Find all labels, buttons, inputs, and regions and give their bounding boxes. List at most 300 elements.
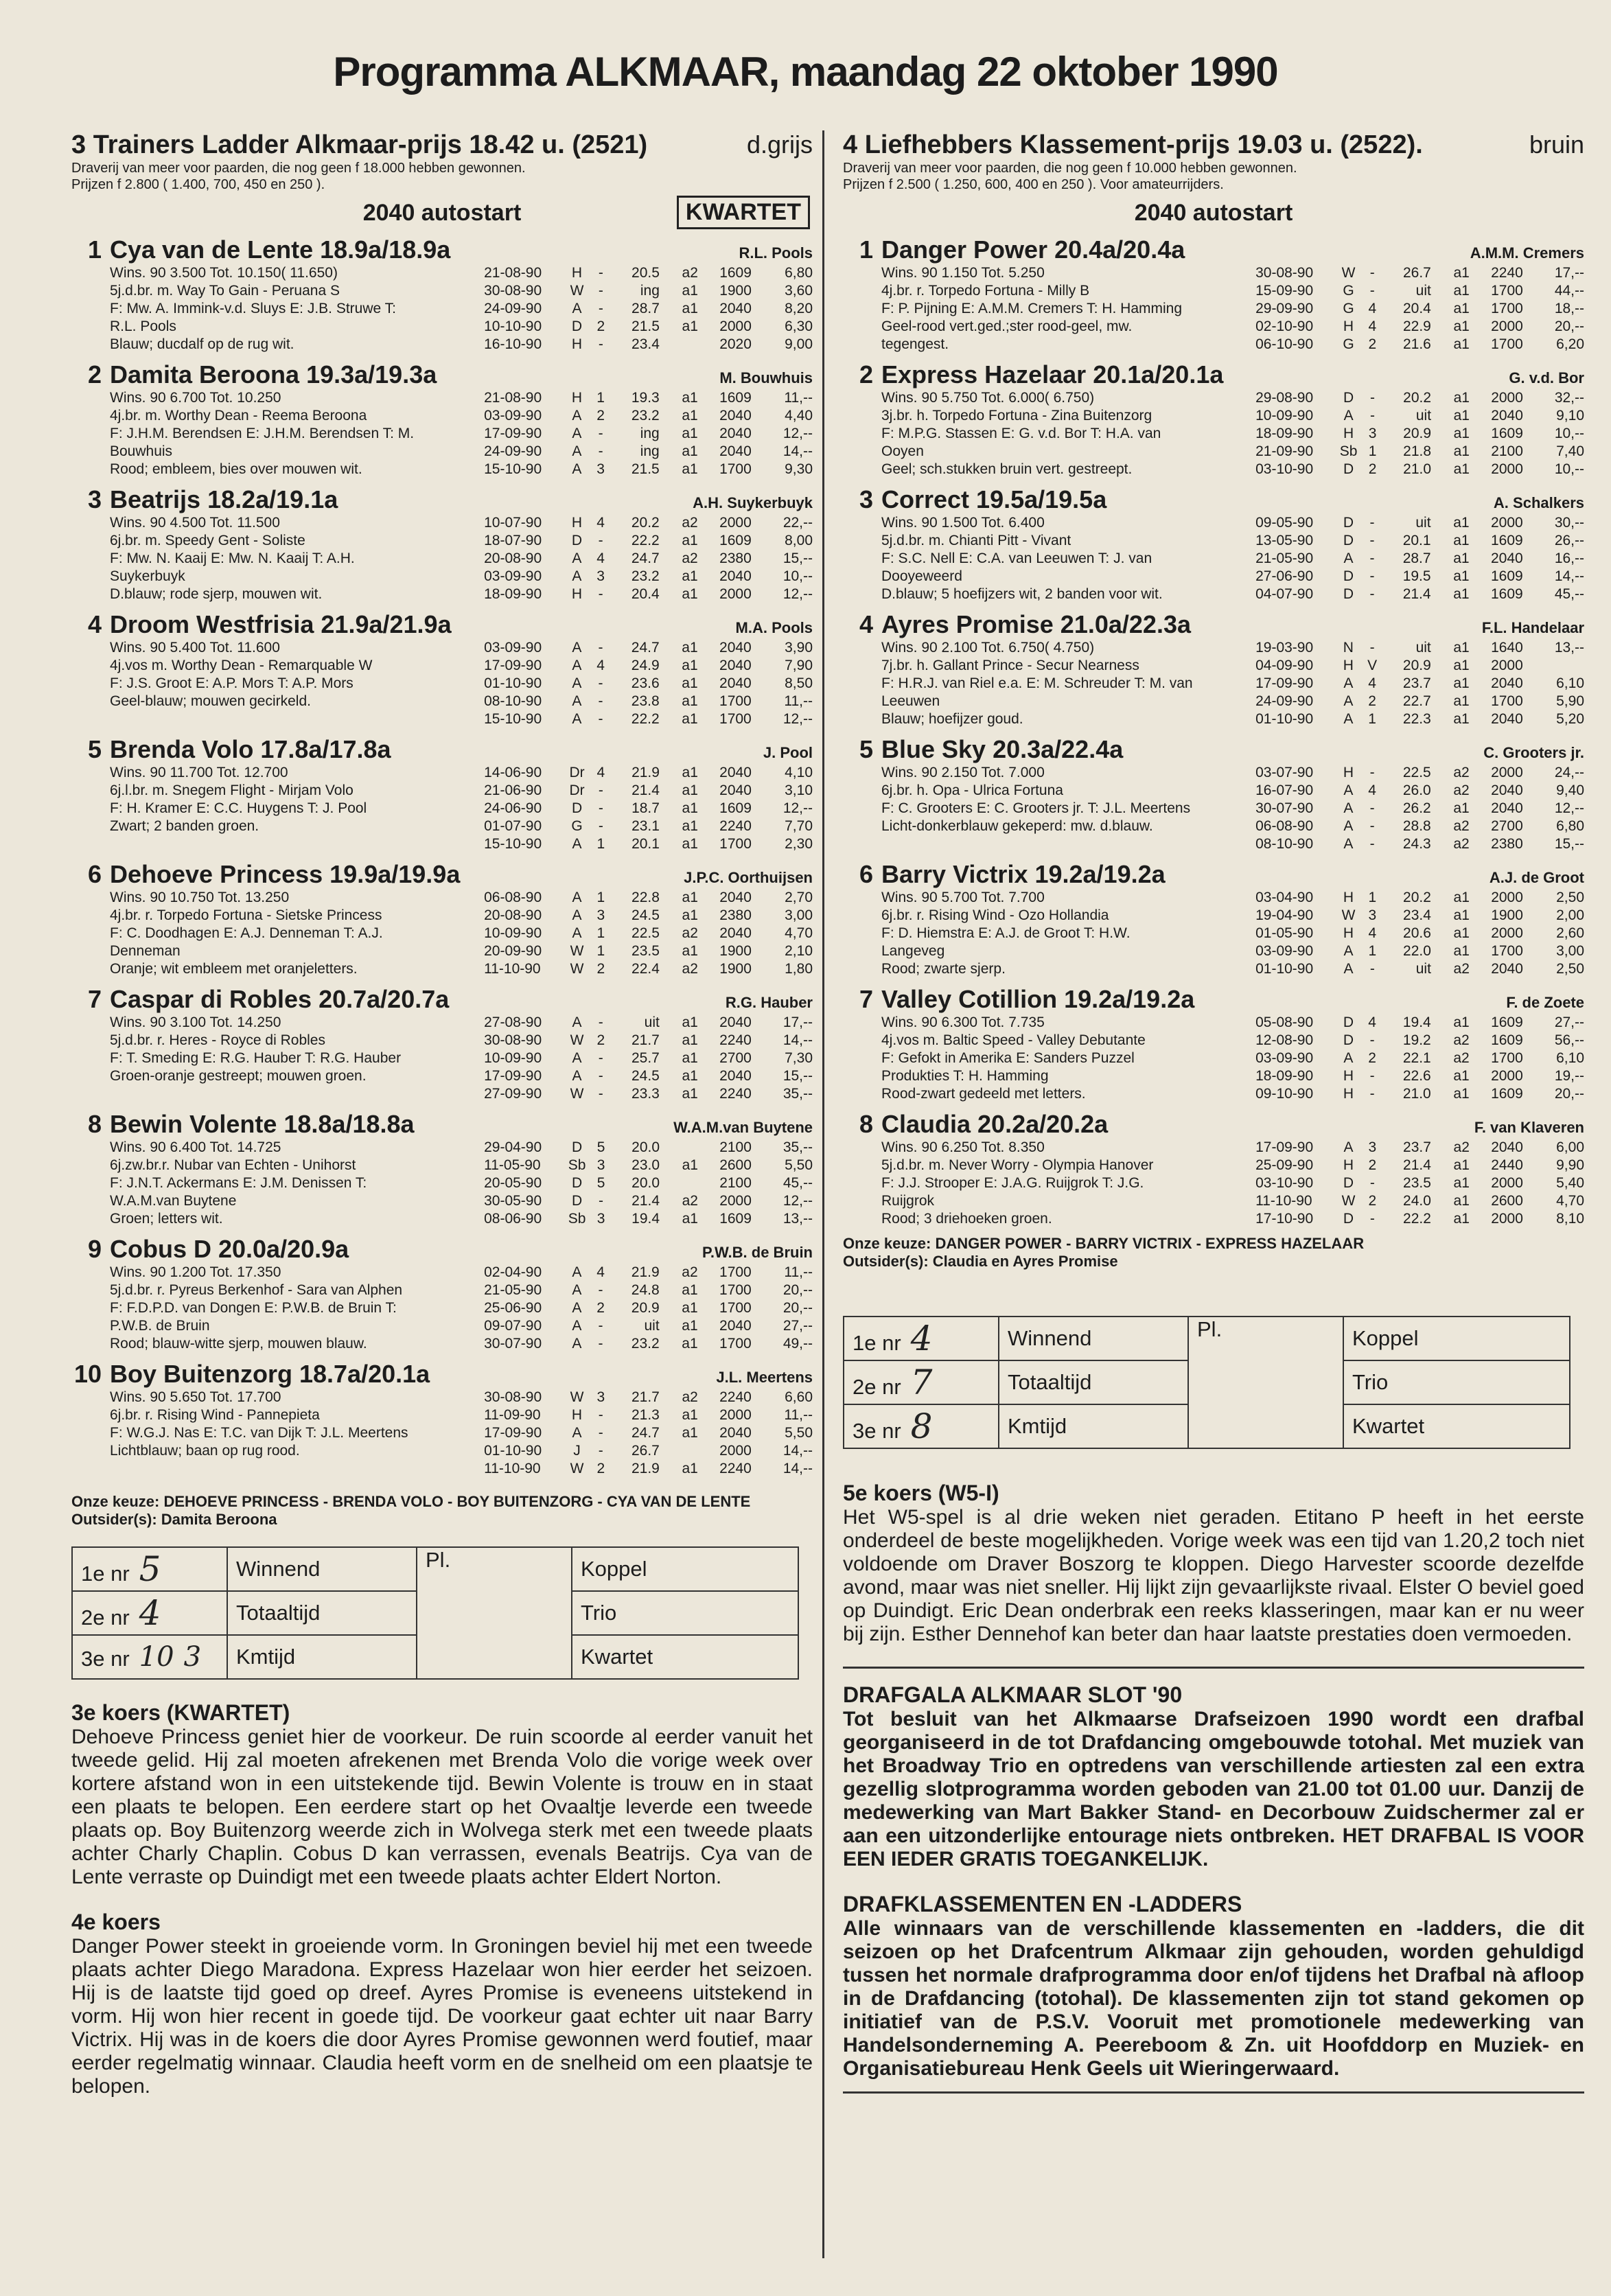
performance-cell: 09-07-90 bbox=[484, 1318, 542, 1334]
performance-cell: 21-05-90 bbox=[484, 1282, 542, 1298]
horse-info-line: F: T. Smeding E: R.G. Hauber T: R.G. Hauber bbox=[110, 1050, 402, 1066]
horse-info-line: Rood; embleem, bies over mouwen wit. bbox=[110, 461, 362, 477]
horse-info-line: 5j.d.br. m. Chianti Pitt - Vivant bbox=[881, 533, 1071, 548]
performance-cell: 2 bbox=[1368, 461, 1377, 477]
performance-cell: - bbox=[1369, 1211, 1375, 1227]
performance-cell: Dr bbox=[569, 782, 585, 798]
performance-cell: 20.6 bbox=[1403, 925, 1431, 941]
performance-cell: - bbox=[1369, 515, 1375, 531]
horse-header bbox=[843, 485, 1584, 514]
performance-cell: 24.5 bbox=[631, 907, 660, 923]
performance-cell: 26,-- bbox=[1554, 533, 1584, 548]
performance-cell: 27-09-90 bbox=[484, 1086, 542, 1102]
performance-cell: 11,-- bbox=[784, 1407, 813, 1423]
performance-row bbox=[484, 1050, 813, 1067]
performance-table bbox=[1255, 1014, 1584, 1103]
performance-cell: - bbox=[598, 1318, 603, 1334]
race-3-conditions bbox=[71, 160, 813, 193]
horse-info-line: F: Mw. N. Kaaij E: Mw. N. Kaaij T: A.H. bbox=[110, 550, 355, 566]
performance-cell: 2100 bbox=[1491, 443, 1523, 459]
horse-entry bbox=[843, 1110, 1584, 1228]
performance-cell: - bbox=[598, 1068, 603, 1084]
horse-info-line: D.blauw; rode sjerp, mouwen wit. bbox=[110, 586, 323, 602]
performance-cell: 2000 bbox=[1491, 1068, 1523, 1084]
performance-cell: 6,10 bbox=[1556, 1050, 1584, 1066]
result-2-label: 2e nr bbox=[853, 1375, 901, 1399]
horse-name-text: Claudia 20.2a/20.2a bbox=[881, 1110, 1109, 1138]
performance-cell: 2000 bbox=[719, 586, 752, 602]
performance-row bbox=[1255, 407, 1584, 425]
performance-cell: 29-04-90 bbox=[484, 1139, 542, 1155]
performance-row bbox=[1255, 585, 1584, 603]
performance-cell: 30-08-90 bbox=[1255, 265, 1314, 281]
performance-cell: 24.7 bbox=[631, 1425, 660, 1441]
horse-body bbox=[843, 514, 1584, 603]
horse-body bbox=[843, 764, 1584, 853]
performance-cell: A bbox=[1343, 943, 1354, 959]
horse-number: 7 bbox=[859, 985, 873, 1013]
horse-body bbox=[71, 1264, 813, 1353]
performance-cell: - bbox=[1369, 265, 1375, 281]
performance-cell: a1 bbox=[1453, 1211, 1470, 1227]
performance-cell: 6,60 bbox=[785, 1389, 813, 1405]
performance-cell: 2240 bbox=[719, 1389, 752, 1405]
trainer-name: W.A.M.van Buytene bbox=[673, 1119, 813, 1136]
performance-cell: 19.3 bbox=[631, 390, 660, 406]
trio-label: Trio bbox=[1343, 1360, 1570, 1404]
performance-cell: a1 bbox=[1453, 390, 1470, 406]
performance-cell: 6,30 bbox=[785, 318, 813, 334]
performance-cell: 1609 bbox=[1490, 533, 1523, 548]
performance-cell: - bbox=[1369, 800, 1375, 816]
performance-cell: D bbox=[572, 1175, 583, 1191]
trainer-name: C. Grooters jr. bbox=[1483, 744, 1584, 761]
performance-cell: 1 bbox=[596, 836, 605, 852]
performance-cell: 5,20 bbox=[1556, 711, 1584, 727]
horse-entry bbox=[71, 1235, 813, 1353]
performance-cell: 20.2 bbox=[1403, 390, 1432, 406]
performance-cell: a2 bbox=[682, 1389, 698, 1405]
horse-info bbox=[71, 389, 484, 478]
performance-row bbox=[1255, 1174, 1584, 1192]
performance-cell: 2000 bbox=[719, 1407, 752, 1423]
performance-cell: A bbox=[1343, 550, 1354, 566]
performance-cell: 25-06-90 bbox=[484, 1300, 542, 1316]
performance-cell: 8,50 bbox=[785, 675, 813, 691]
performance-row bbox=[484, 800, 813, 817]
performance-cell: D bbox=[571, 800, 583, 816]
performance-cell: 1700 bbox=[719, 1336, 752, 1352]
horse-name bbox=[843, 235, 1185, 264]
horse-info bbox=[843, 764, 1255, 853]
performance-row bbox=[484, 585, 813, 603]
performance-cell: A bbox=[572, 836, 582, 852]
performance-row bbox=[484, 300, 813, 318]
performance-row bbox=[1255, 532, 1584, 550]
performance-row bbox=[1255, 1032, 1584, 1050]
performance-cell: - bbox=[598, 782, 603, 798]
performance-cell: - bbox=[1369, 640, 1375, 656]
performance-cell: a1 bbox=[1453, 461, 1470, 477]
horse-info-line: 6j.l.br. m. Snegem Flight - Mirjam Volo bbox=[110, 782, 354, 798]
performance-cell: 01-10-90 bbox=[484, 675, 542, 691]
handwritten-2: 7 bbox=[910, 1362, 933, 1402]
horse-info-line: 7j.br. h. Gallant Prince - Secur Nearness bbox=[881, 658, 1139, 673]
performance-cell: W bbox=[1341, 907, 1356, 923]
performance-row bbox=[484, 639, 813, 657]
performance-cell: 01-07-90 bbox=[484, 818, 542, 834]
performance-cell: 15-09-90 bbox=[1255, 283, 1314, 299]
horse-body bbox=[71, 389, 813, 478]
performance-cell: 1700 bbox=[719, 1300, 752, 1316]
performance-cell: 21.3 bbox=[631, 1407, 660, 1423]
performance-cell: a1 bbox=[682, 586, 698, 602]
performance-cell: 03-09-90 bbox=[484, 568, 542, 584]
performance-cell: 23.2 bbox=[631, 1336, 660, 1352]
performance-cell: A bbox=[572, 925, 582, 941]
performance-cell: 6,80 bbox=[785, 265, 813, 281]
performance-cell: 2000 bbox=[1491, 658, 1523, 673]
performance-cell: - bbox=[598, 640, 603, 656]
performance-cell: 20-09-90 bbox=[484, 943, 542, 959]
performance-cell: 2000 bbox=[1491, 1175, 1523, 1191]
horse-info bbox=[843, 639, 1255, 728]
performance-cell: 1 bbox=[1368, 443, 1377, 459]
performance-cell: 2040 bbox=[719, 1318, 752, 1334]
performance-cell: a1 bbox=[682, 568, 698, 584]
horse-number: 5 bbox=[87, 735, 102, 763]
performance-cell: 3 bbox=[1368, 426, 1377, 441]
trainer-name: G. v.d. Bor bbox=[1509, 369, 1584, 386]
performance-cell: 20-08-90 bbox=[484, 550, 542, 566]
horse-name bbox=[71, 1360, 430, 1389]
performance-row bbox=[484, 907, 813, 925]
horse-info bbox=[71, 1014, 484, 1103]
performance-cell: 2040 bbox=[719, 408, 752, 424]
performance-cell: 1900 bbox=[719, 943, 752, 959]
performance-cell: a2 bbox=[682, 550, 698, 566]
performance-cell: 23.8 bbox=[631, 693, 660, 709]
performance-cell: a1 bbox=[1453, 907, 1470, 923]
horse-entry bbox=[71, 235, 813, 353]
performance-cell: a1 bbox=[1453, 568, 1470, 584]
horse-name-text: Correct 19.5a/19.5a bbox=[881, 485, 1107, 513]
performance-cell: 04-09-90 bbox=[1255, 658, 1314, 673]
performance-cell: 2000 bbox=[1491, 461, 1523, 477]
performance-cell: 24.3 bbox=[1402, 836, 1431, 852]
performance-cell: a1 bbox=[682, 1425, 698, 1441]
race-3-title: 3 Trainers Ladder Alkmaar-prijs 18.42 u. (2521) bbox=[71, 130, 648, 159]
performance-cell: a1 bbox=[1453, 1175, 1470, 1191]
performance-table bbox=[484, 764, 813, 853]
performance-cell: H bbox=[1343, 890, 1354, 905]
performance-cell: a1 bbox=[682, 318, 698, 334]
performance-cell: 22.2 bbox=[631, 711, 660, 727]
performance-cell: a1 bbox=[1453, 800, 1470, 816]
performance-cell: - bbox=[598, 1443, 603, 1459]
performance-cell: 17-09-90 bbox=[484, 426, 542, 441]
performance-cell: 15-10-90 bbox=[484, 836, 542, 852]
performance-cell: H bbox=[571, 336, 583, 352]
performance-cell: 1700 bbox=[719, 1282, 752, 1298]
performance-cell: 30-08-90 bbox=[484, 1389, 542, 1405]
performance-row bbox=[484, 1335, 813, 1353]
horse-info-line: F: J.J. Strooper E: J.A.G. Ruijgrok T: J.G. bbox=[881, 1175, 1144, 1191]
performance-row bbox=[1255, 425, 1584, 443]
performance-table bbox=[484, 264, 813, 353]
horse-info-line: Suykerbuyk bbox=[110, 568, 185, 584]
performance-cell: 17-09-90 bbox=[484, 1068, 542, 1084]
horse-info-line: 4j.vos m. Worthy Dean - Remarquable W bbox=[110, 658, 373, 673]
performance-cell: 13-05-90 bbox=[1255, 533, 1314, 548]
performance-cell: 2380 bbox=[719, 550, 752, 566]
performance-cell: 5,40 bbox=[1556, 1175, 1584, 1191]
performance-cell: 03-10-90 bbox=[1255, 461, 1314, 477]
performance-cell: 27-06-90 bbox=[1255, 568, 1314, 584]
performance-cell: 4 bbox=[596, 550, 605, 566]
performance-cell: A bbox=[572, 1336, 582, 1352]
horse-name bbox=[71, 735, 391, 764]
horse-info-line: tegengest. bbox=[881, 336, 949, 352]
horse-name-text: Ayres Promise 21.0a/22.3a bbox=[881, 610, 1191, 638]
performance-row bbox=[1255, 461, 1584, 478]
horse-entry bbox=[843, 610, 1584, 728]
performance-cell: 08-10-90 bbox=[484, 693, 542, 709]
performance-cell: 21.0 bbox=[1402, 1086, 1431, 1102]
performance-cell: D bbox=[1343, 1175, 1354, 1191]
horse-entry bbox=[843, 485, 1584, 603]
horse-name bbox=[843, 735, 1123, 764]
performance-cell: - bbox=[1369, 836, 1375, 852]
performance-cell: G bbox=[571, 818, 583, 834]
horse-info-line: Geel; sch.stukken bruin vert. gestreept. bbox=[881, 461, 1133, 477]
performance-cell: a1 bbox=[682, 1282, 698, 1298]
horse-info-line: F: D. Hiemstra E: A.J. de Groot T: H.W. bbox=[881, 925, 1131, 941]
performance-cell: 2 bbox=[596, 318, 605, 334]
horse-info-line: Geel-blauw; mouwen gecirkeld. bbox=[110, 693, 311, 709]
performance-cell: 2040 bbox=[719, 1425, 752, 1441]
performance-cell: 13,-- bbox=[783, 1211, 813, 1227]
horse-info-line: 4j.br. r. Torpedo Fortuna - Milly B bbox=[881, 283, 1090, 299]
performance-row bbox=[1255, 639, 1584, 657]
horse-info bbox=[843, 889, 1255, 978]
performance-row bbox=[484, 336, 813, 353]
trainer-name: A.M.M. Cremers bbox=[1470, 244, 1584, 262]
performance-cell: 2,50 bbox=[1556, 890, 1584, 905]
performance-cell: 1609 bbox=[719, 1211, 752, 1227]
performance-cell: a1 bbox=[1453, 1157, 1470, 1173]
performance-cell: 11-05-90 bbox=[484, 1157, 541, 1173]
performance-cell: 10,-- bbox=[1554, 426, 1584, 441]
performance-cell: - bbox=[598, 818, 603, 834]
performance-cell: 03-09-90 bbox=[1255, 1050, 1314, 1066]
performance-cell: - bbox=[1369, 533, 1375, 548]
race-4-color: bruin bbox=[1529, 130, 1584, 159]
performance-cell: 03-07-90 bbox=[1255, 765, 1314, 780]
performance-row bbox=[484, 675, 813, 693]
kmtijd-label: Kmtijd bbox=[999, 1404, 1188, 1448]
performance-cell: 2040 bbox=[719, 443, 752, 459]
horse-info bbox=[843, 514, 1255, 603]
performance-cell: 3,90 bbox=[785, 640, 813, 656]
performance-cell: 20,-- bbox=[1554, 318, 1584, 334]
performance-cell: a2 bbox=[1453, 1050, 1470, 1066]
performance-cell: 11-10-90 bbox=[484, 961, 541, 977]
performance-cell: 12,-- bbox=[783, 711, 813, 727]
performance-cell: 20,-- bbox=[1554, 1086, 1584, 1102]
performance-table bbox=[484, 1264, 813, 1353]
horse-name-text: Damita Beroona 19.3a/19.3a bbox=[110, 360, 437, 389]
horse-info-line: Wins. 90 1.200 Tot. 17.350 bbox=[110, 1264, 281, 1280]
totaaltijd-label: Totaaltijd bbox=[999, 1360, 1188, 1404]
performance-row bbox=[1255, 389, 1584, 407]
performance-cell: 2240 bbox=[719, 1032, 752, 1048]
performance-cell: W bbox=[570, 283, 584, 299]
performance-cell: 11-10-90 bbox=[1255, 1193, 1312, 1209]
performance-row bbox=[1255, 889, 1584, 907]
performance-cell: 11-10-90 bbox=[484, 1461, 541, 1476]
performance-row bbox=[484, 568, 813, 585]
performance-cell: a2 bbox=[682, 515, 698, 531]
results-cell bbox=[844, 1317, 999, 1360]
performance-cell: G bbox=[1343, 336, 1354, 352]
performance-cell: 4 bbox=[1368, 1014, 1376, 1030]
performance-cell: 03-10-90 bbox=[1255, 1175, 1314, 1191]
performance-cell: a1 bbox=[1453, 693, 1470, 709]
performance-cell bbox=[1523, 657, 1584, 675]
performance-cell: 15,-- bbox=[783, 1068, 813, 1084]
horse-entry bbox=[843, 235, 1584, 353]
performance-row bbox=[484, 1299, 813, 1317]
horse-info-line: Blauw; hoefijzer goud. bbox=[881, 711, 1023, 727]
horse-entry bbox=[843, 860, 1584, 978]
performance-cell: 5,50 bbox=[785, 1425, 813, 1441]
horse-info bbox=[843, 389, 1255, 478]
performance-cell: 21.9 bbox=[631, 1264, 660, 1280]
performance-cell: 23.7 bbox=[1402, 675, 1431, 691]
performance-cell: - bbox=[598, 1407, 603, 1423]
performance-cell: 2000 bbox=[1491, 390, 1523, 406]
results-cell bbox=[72, 1547, 227, 1591]
performance-cell: 11,-- bbox=[784, 1264, 813, 1280]
performance-cell: a1 bbox=[1453, 1193, 1470, 1209]
performance-cell: 7,40 bbox=[1556, 443, 1584, 459]
horse-name-text: Beatrijs 18.2a/19.1a bbox=[110, 485, 338, 513]
performance-cell: 27-08-90 bbox=[484, 1014, 542, 1030]
horse-body bbox=[71, 264, 813, 353]
performance-cell: 2,10 bbox=[785, 943, 813, 959]
horse-info-line: Produkties T: H. Hamming bbox=[881, 1068, 1049, 1084]
pl-label: Pl. bbox=[417, 1547, 572, 1679]
performance-cell: - bbox=[598, 586, 603, 602]
performance-cell: 21.9 bbox=[631, 765, 660, 780]
performance-row bbox=[1255, 764, 1584, 782]
performance-cell: 1700 bbox=[1491, 336, 1523, 352]
horse-info-line: F: W.G.J. Nas E: T.C. van Dijk T: J.L. Meertens bbox=[110, 1425, 408, 1441]
performance-cell: 20.0 bbox=[631, 1139, 660, 1155]
kwartet-label: Kwartet bbox=[572, 1635, 798, 1679]
performance-cell: 18-09-90 bbox=[1255, 1068, 1314, 1084]
performance-row bbox=[1255, 550, 1584, 568]
preview-5-title: 5e koers (W5-I) bbox=[843, 1481, 999, 1505]
performance-cell: 12,-- bbox=[783, 426, 813, 441]
performance-cell: 15-10-90 bbox=[484, 461, 542, 477]
trainer-name: J. Pool bbox=[763, 744, 813, 761]
performance-row bbox=[484, 710, 813, 728]
performance-cell: H bbox=[571, 1407, 583, 1423]
performance-cell: 25.7 bbox=[631, 1050, 660, 1066]
performance-cell: uit bbox=[1415, 283, 1431, 299]
totaaltijd-label: Totaaltijd bbox=[227, 1591, 417, 1635]
horse-info-line: Zwart; 2 banden groen. bbox=[110, 818, 259, 834]
results-row bbox=[72, 1547, 798, 1591]
horse-info-line: Denneman bbox=[110, 943, 181, 959]
handwritten-4: 3 bbox=[183, 1641, 202, 1673]
horse-name-text: Blue Sky 20.3a/22.4a bbox=[881, 735, 1124, 763]
performance-cell: uit bbox=[1415, 961, 1431, 977]
horse-info-line: Geel-rood vert.ged.;ster rood-geel, mw. bbox=[881, 318, 1133, 334]
performance-cell: 2040 bbox=[719, 640, 752, 656]
horse-info-line: Licht-donkerblauw gekeperd: mw. d.blauw. bbox=[881, 818, 1153, 834]
performance-cell: 20.2 bbox=[1403, 890, 1431, 905]
performance-cell: ing bbox=[640, 426, 660, 441]
performance-cell: A bbox=[572, 658, 582, 673]
performance-cell: - bbox=[1369, 568, 1375, 584]
performance-row bbox=[484, 1424, 813, 1442]
performance-cell: 26.0 bbox=[1402, 782, 1431, 798]
performance-cell: 6,10 bbox=[1556, 675, 1584, 691]
performance-cell: 06-10-90 bbox=[1255, 336, 1314, 352]
horse-info-line: 5j.d.br. m. Way To Gain - Peruana S bbox=[110, 283, 340, 299]
performance-cell: A bbox=[572, 1425, 582, 1441]
performance-cell: 26.2 bbox=[1402, 800, 1431, 816]
horse-number: 1 bbox=[87, 235, 102, 264]
performance-cell: 09-05-90 bbox=[1255, 515, 1314, 531]
race-4-start-row bbox=[843, 196, 1584, 229]
performance-cell: 23.4 bbox=[1403, 907, 1431, 923]
performance-cell: 12-08-90 bbox=[1255, 1032, 1314, 1048]
performance-cell bbox=[660, 1139, 698, 1157]
performance-cell: 18,-- bbox=[1554, 301, 1584, 316]
performance-cell: A bbox=[572, 568, 582, 584]
performance-cell: 27,-- bbox=[1554, 1014, 1584, 1030]
horse-name bbox=[843, 360, 1223, 389]
race-3-outsider: Outsider(s): Damita Beroona bbox=[71, 1511, 277, 1528]
performance-cell: A bbox=[572, 907, 582, 923]
pl-label: Pl. bbox=[1188, 1317, 1343, 1448]
performance-cell: 1640 bbox=[1491, 640, 1523, 656]
winnend-label: Winnend bbox=[999, 1317, 1188, 1360]
performance-cell: H bbox=[1343, 1086, 1354, 1102]
performance-row bbox=[1255, 925, 1584, 942]
performance-cell: A bbox=[1343, 675, 1354, 691]
horse-info-line: F: Mw. A. Immink-v.d. Sluys E: J.B. Struwe T: bbox=[110, 301, 396, 316]
winnend-label: Winnend bbox=[227, 1547, 417, 1591]
performance-cell: - bbox=[598, 1425, 603, 1441]
horse-info bbox=[843, 1139, 1255, 1228]
performance-cell: 16,-- bbox=[1554, 550, 1584, 566]
horse-name bbox=[843, 485, 1106, 514]
performance-cell: D bbox=[571, 533, 582, 548]
performance-cell: 10,-- bbox=[783, 568, 813, 584]
performance-row bbox=[1255, 318, 1584, 336]
race-3-condition-2: Prijzen f 2.800 ( 1.400, 700, 450 en 250 ). bbox=[71, 177, 325, 192]
performance-row bbox=[1255, 835, 1584, 853]
performance-cell: 2040 bbox=[719, 1014, 752, 1030]
performance-cell: 2440 bbox=[1491, 1157, 1523, 1173]
performance-cell: - bbox=[1369, 765, 1375, 780]
result-3-label: 3e nr bbox=[81, 1647, 130, 1671]
